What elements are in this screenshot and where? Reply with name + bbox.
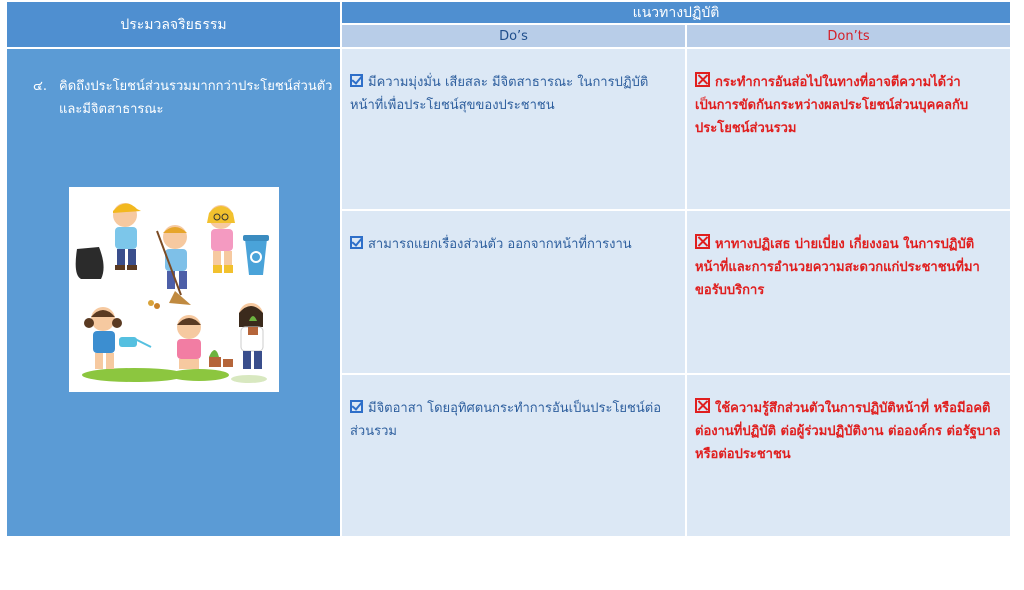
checkbox-checked-icon bbox=[350, 236, 363, 249]
dont-text-3: ใช้ความรู้สึกส่วนตัวในการปฏิบัติหน้าที่ หรือมีอคติต่องานที่ปฏิบัติ ต่อผู้ร่วมปฏิบัติงาน ต่อองค์กร ต่อรัฐบาล หรือต่อประชาชน bbox=[695, 401, 1001, 462]
dont-cell-2 bbox=[687, 211, 1010, 373]
header-principle-column bbox=[7, 2, 340, 47]
principle-cell bbox=[7, 49, 340, 536]
do-text-1: มีความมุ่งมั่น เสียสละ มีจิตสาธารณะ ในการปฏิบัติหน้าที่เพื่อประโยชน์สุขของประชาชน bbox=[350, 75, 649, 113]
subheader-donts bbox=[687, 25, 1010, 47]
cross-box-icon bbox=[695, 72, 710, 87]
cross-box-icon bbox=[695, 398, 710, 413]
principle-item bbox=[33, 75, 338, 121]
illustration-svg bbox=[69, 187, 279, 392]
do-cell-1 bbox=[342, 49, 685, 209]
subheader-dos-label: Do’s bbox=[499, 28, 528, 44]
header-guideline-label: แนวทางปฏิบัติ bbox=[632, 4, 720, 21]
cross-box-icon bbox=[695, 234, 710, 249]
dont-cell-3 bbox=[687, 375, 1010, 536]
do-cell-3 bbox=[342, 375, 685, 536]
children-volunteering-illustration bbox=[69, 187, 279, 392]
do-text-3: มีจิตอาสา โดยอุทิศตนกระทำการอันเป็นประโยชน์ต่อส่วนรวม bbox=[350, 401, 662, 439]
ethics-table bbox=[7, 2, 1010, 536]
checkbox-checked-icon bbox=[350, 74, 363, 87]
principle-number: ๔. bbox=[33, 79, 47, 94]
do-text-2: สามารถแยกเรื่องส่วนตัว ออกจากหน้าที่การงาน bbox=[368, 237, 632, 252]
header-guideline-column bbox=[342, 2, 1010, 23]
header-principle-label: ประมวลจริยธรรม bbox=[120, 16, 227, 33]
checkbox-checked-icon bbox=[350, 400, 363, 413]
subheader-dos bbox=[342, 25, 685, 47]
subheader-donts-label: Don’ts bbox=[827, 28, 870, 44]
dont-cell-1 bbox=[687, 49, 1010, 209]
dont-text-1: กระทำการอันส่อไปในทางที่อาจตีความได้ว่าเป็นการขัดกันกระหว่างผลประโยชน์ส่วนบุคคลกับประโยชน์ส่วนรวม bbox=[695, 75, 969, 136]
principle-text: คิดถึงประโยชน์ส่วนรวมมากกว่าประโยชน์ส่วนตัว และมีจิตสาธารณะ bbox=[59, 79, 333, 117]
dont-text-2: หาทางปฏิเสธ บ่ายเบี่ยง เกี่ยงงอน ในการปฏิบัติหน้าที่และการอำนวยความสะดวกแก่ประชาชนที่มาขอรับบริการ bbox=[695, 237, 980, 298]
do-cell-2 bbox=[342, 211, 685, 373]
